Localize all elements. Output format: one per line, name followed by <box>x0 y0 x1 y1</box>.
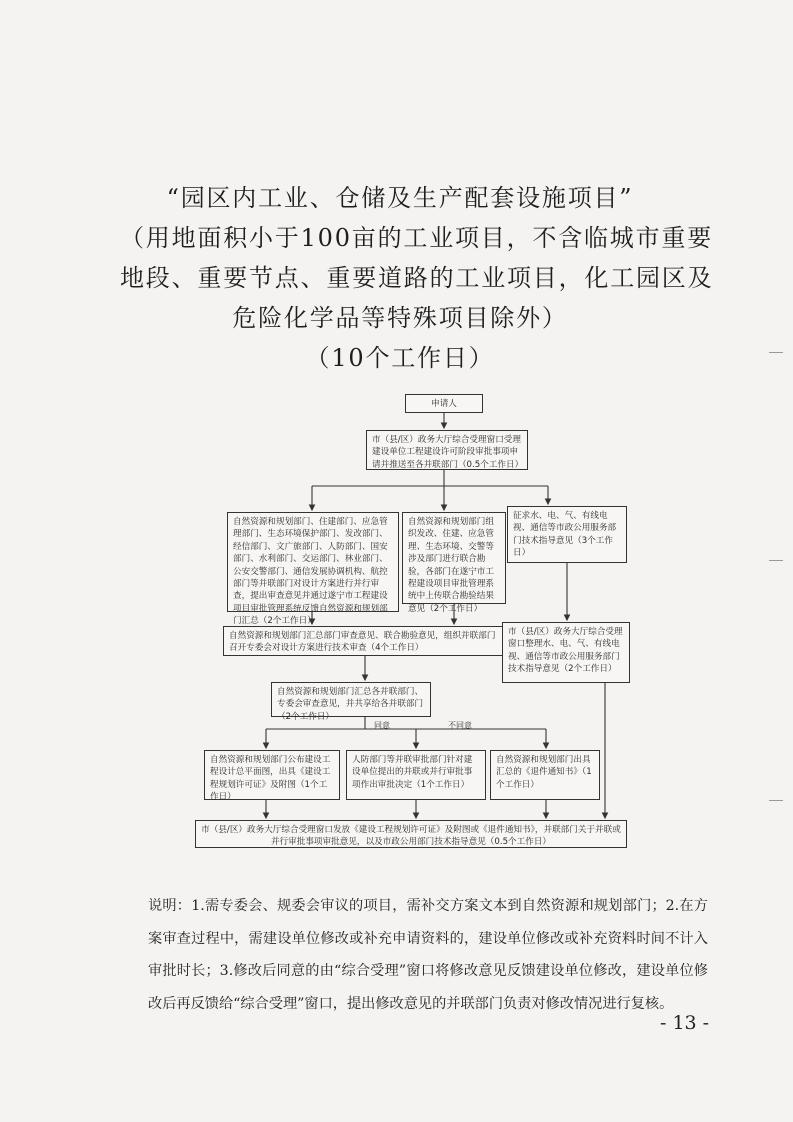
flow-box-step2-mid: 自然资源和规划部门组织发改、住建、应急管理、生态环境、交警等涉及部门进行联合勘验，各部门在遂宁市工程建设项目审批管理系统中上传联合勘验结果意见（2个工作日） <box>402 512 506 604</box>
flow-box-final: 市（县/区）政务大厅综合受理窗口发放《建设工程规划许可证》及附图或《退件通知书》，并联部门关于并联或并行审批事项审批意见，以及市政公用部门技术指导意见（0.5个工作日） <box>195 820 627 848</box>
scan-edge-mark <box>769 560 783 561</box>
title-line-2: （用地面积小于100亩的工业项目，不含临城市重要 <box>120 224 714 252</box>
flow-box-applicant: 申请人 <box>405 394 483 413</box>
scan-edge-mark <box>769 800 783 801</box>
flow-box-step4: 自然资源和规划部门汇总各并联部门、专委会审查意见，并共享给各并联部门（2个工作日） <box>271 682 431 717</box>
title-line-1: “园区内工业、仓储及生产配套设施项目” <box>166 184 634 212</box>
branch-label-agree: 同意 <box>374 721 390 730</box>
flow-box-step5-left: 自然资源和规划部门公布建设工程设计总平面图，出具《建设工程规划许可证》及附图（1个工作日） <box>204 750 340 800</box>
page-number: - 13 - <box>660 1012 710 1034</box>
title-line-5: （10个工作日） <box>305 344 495 372</box>
flow-box-step3-right: 市（县/区）政务大厅综合受理窗口整理水、电、气、有线电视、通信等市政公用服务部门技术指导意见（2个工作日） <box>502 622 630 683</box>
explanation-note: 说明：1.需专委会、规委会审议的项目，需补交方案文本到自然资源和规划部门；2.在方案审查过程中，需建设单位修改或补充申请资料的，建设单位修改或补充资料时间不计入审批时长；3.修改后同意的由“综合受理”窗口将修改意见反馈建设单位修改，建设单位修改后再反馈给“综合受理”窗口，提出修改意见的并联部门负责对修改情况进行复核。 <box>148 898 708 1012</box>
flow-box-step2-left: 自然资源和规划部门、住建部门、应急管理部门、生态环境保护部门、发改部门、经信部门、文广旅部门、人防部门、国安部门、水利部门、交运部门、林业部门、公安交警部门、通信发展协调机构、航控部门等并联部门对设计方案进行并行审查，提出审查意见并通过遂宁市工程建设项目审批管理系统反馈自然资源和规划部门汇总（2个工作日） <box>227 512 399 612</box>
flow-box-step5-right: 自然资源和规划部门出具汇总的《退件通知书》（1个工作日） <box>490 750 600 800</box>
branch-label-disagree: 不同意 <box>448 721 472 730</box>
flow-box-step3: 自然资源和规划部门汇总部门审查意见、联合勘验意见，组织并联部门召开专委会对设计方案进行技术审查（4个工作日） <box>223 626 507 656</box>
flow-box-step2-right: 征求水、电、气、有线电视、通信等市政公用服务部门技术指导意见（3个工作日） <box>507 506 627 563</box>
title-line-4: 危险化学品等特殊项目除外） <box>232 304 568 332</box>
scan-edge-mark <box>769 352 783 353</box>
flow-box-step1: 市（县/区）政务大厅综合受理窗口受理建设单位工程建设许可阶段审批事项申请并推送至各并联部门（0.5个工作日） <box>366 430 528 470</box>
flow-box-step5-mid: 人防部门等并联审批部门针对建设单位提出的并联或并行审批事项作出审批决定（1个工作日） <box>346 750 486 800</box>
title-line-3: 地段、重要节点、重要道路的工业项目，化工园区及 <box>120 264 714 292</box>
